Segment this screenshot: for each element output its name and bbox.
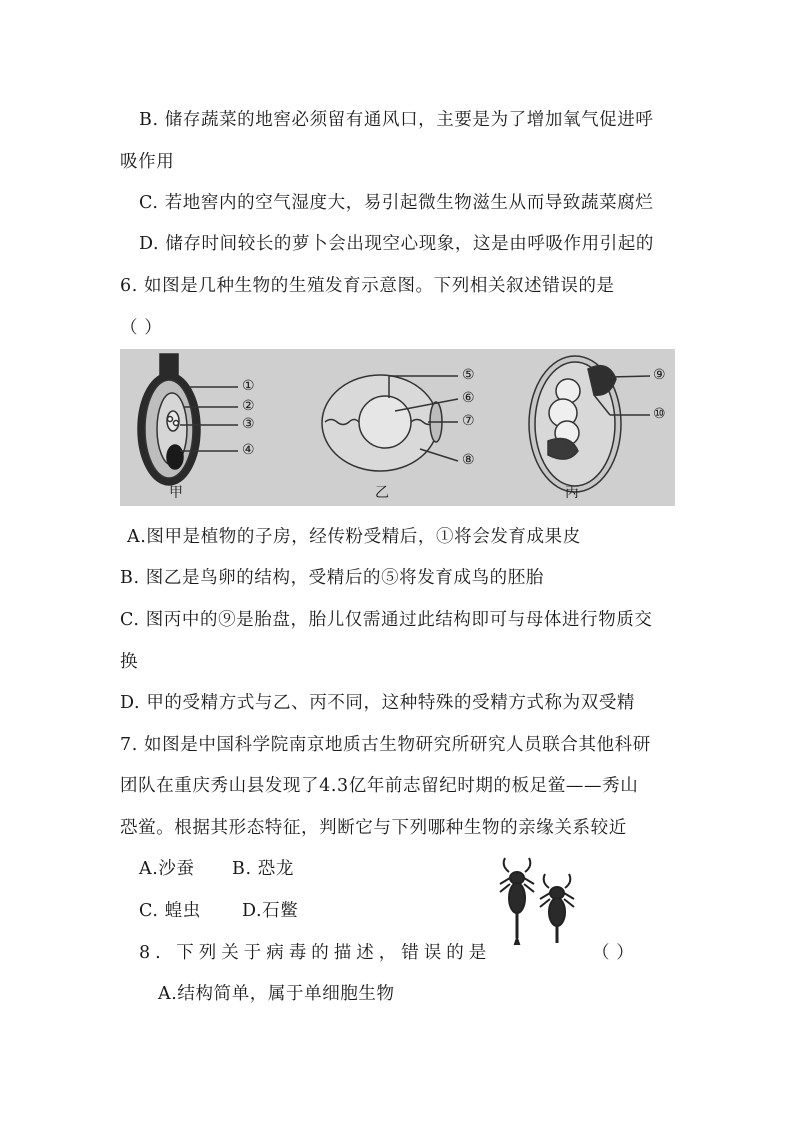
q7-option-b: B. 恐龙 [232, 859, 294, 879]
panel-label-yi: 乙 [375, 485, 389, 501]
eurypterid-illustration [495, 850, 595, 948]
eurypterid-right [540, 874, 574, 943]
q5-option-c: C. 若地窖内的空气湿度大，易引起微生物滋生从而导致蔬菜腐烂 [139, 193, 654, 213]
reproduction-diagram [120, 349, 675, 506]
marker-1: ① [242, 378, 255, 394]
q5-option-d: D. 储存时间较长的萝卜会出现空心现象，这是由呼吸作用引起的 [139, 234, 655, 254]
q7-stem-line3: 恐鲎。根据其形态特征，判断它与下列哪种生物的亲缘关系较近 [120, 818, 627, 838]
q7-option-a: A.沙蚕 [139, 859, 195, 879]
marker-2: ② [242, 398, 255, 414]
panel-label-jia: 甲 [169, 485, 183, 501]
q6-option-d: D. 甲的受精方式与乙、丙不同，这种特殊的受精方式称为双受精 [120, 693, 636, 713]
marker-3: ③ [242, 416, 255, 432]
fetus-diagram [529, 356, 650, 492]
panel-label-bing: 丙 [565, 485, 579, 501]
ovary-diagram [138, 354, 238, 485]
eurypterid-left [500, 858, 534, 944]
marker-10: ⑩ [653, 406, 666, 422]
q7-stem-line2: 团队在重庆秀山县发现了4.3亿年前志留纪时期的板足鲎——秀山 [120, 776, 639, 796]
q8-answer-paren: （ ） [592, 943, 635, 963]
marker-9: ⑨ [653, 367, 666, 383]
marker-6: ⑥ [462, 390, 475, 406]
q8-stem: 8. 下列关于病毒的描述，错误的是 [139, 943, 492, 963]
q7-stem-line1: 7. 如图是中国科学院南京地质古生物研究所研究人员联合其他科研 [120, 735, 651, 755]
marker-5: ⑤ [462, 367, 475, 383]
q5-option-b-line2: 吸作用 [120, 152, 175, 172]
q6-stem: 6. 如图是几种生物的生殖发育示意图。下列相关叙述错误的是 [120, 276, 615, 296]
q7-option-d: D.石鳖 [242, 901, 299, 921]
q6-option-a: A.图甲是植物的子房，经传粉受精后，①将会发育成果皮 [127, 527, 581, 547]
reproduction-figure [120, 349, 675, 506]
bird-egg-diagram [322, 375, 458, 471]
q6-option-c-line2: 换 [120, 652, 139, 672]
marker-8: ⑧ [462, 452, 475, 468]
q6-option-c-line1: C. 图丙中的⑨是胎盘，胎儿仅需通过此结构即可与母体进行物质交 [120, 610, 653, 630]
q7-option-c: C. 蝗虫 [139, 901, 201, 921]
q6-answer-paren: （ ） [120, 318, 163, 338]
marker-7: ⑦ [462, 413, 475, 429]
q8-option-a: A.结构简单，属于单细胞生物 [158, 984, 395, 1004]
q6-option-b: B. 图乙是鸟卵的结构，受精后的⑤将发育成鸟的胚胎 [120, 568, 544, 588]
q5-option-b-line1: B. 储存蔬菜的地窖必须留有通风口，主要是为了增加氧气促进呼 [139, 110, 654, 130]
marker-4: ④ [242, 442, 255, 458]
